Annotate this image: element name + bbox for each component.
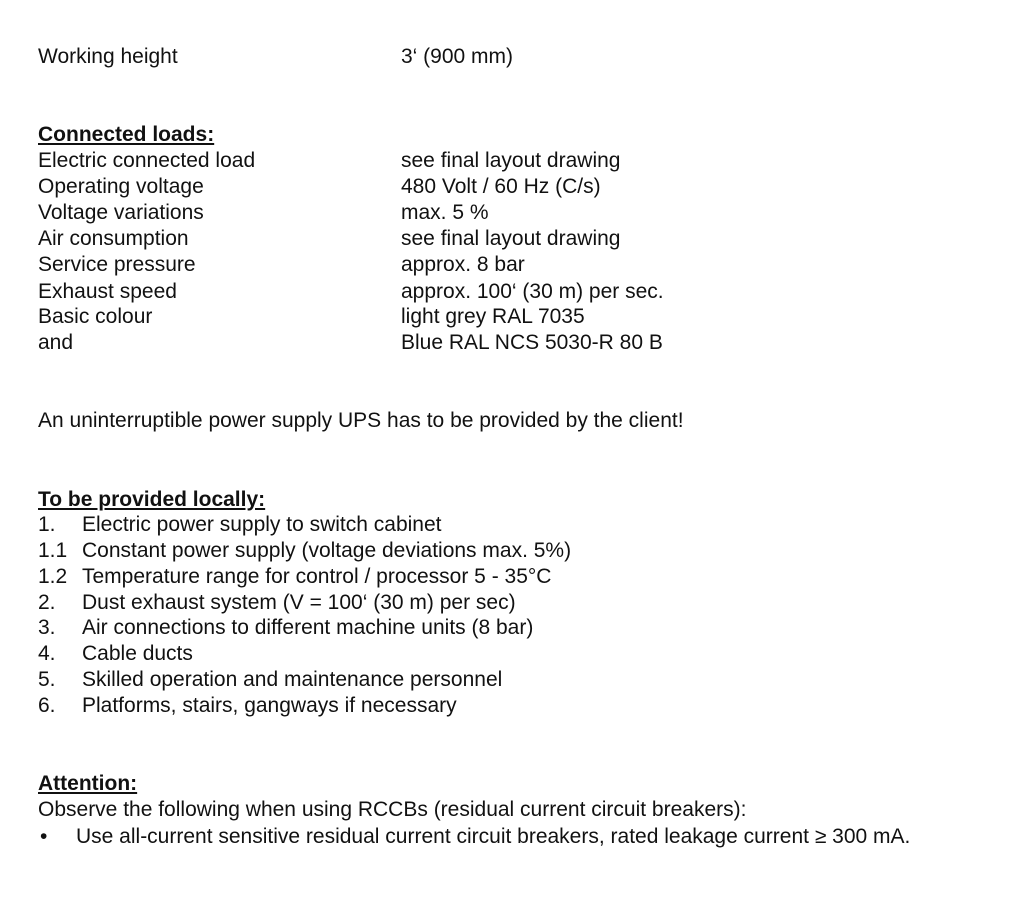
exhaust-speed-value: approx. 100‘ (30 m) per sec.: [401, 280, 664, 303]
list-item-number: 6.: [38, 694, 56, 717]
list-item-number: 3.: [38, 616, 56, 639]
list-item-text: Cable ducts: [82, 642, 193, 665]
list-item-number: 1.: [38, 513, 56, 536]
list-item-text: Air connections to different machine units (8 bar): [82, 616, 534, 639]
air-consumption-label: Air consumption: [38, 227, 189, 250]
provided-locally-heading: To be provided locally:: [38, 488, 266, 511]
connected-loads-heading: Connected loads:: [38, 123, 215, 146]
service-pressure-value: approx. 8 bar: [401, 253, 525, 276]
list-item-number: 2.: [38, 591, 56, 614]
list-item-text: Skilled operation and maintenance personnel: [82, 668, 503, 691]
basic-colour-value: light grey RAL 7035: [401, 305, 585, 328]
rccb-requirement-text: Use all-current sensitive residual current circuit breakers, rated leakage current ≥ 300 mA.: [76, 825, 911, 848]
attention-intro: Observe the following when using RCCBs (residual current circuit breakers):: [38, 798, 747, 821]
list-item-number: 4.: [38, 642, 56, 665]
list-item-number: 1.1: [38, 539, 68, 562]
operating-voltage-label: Operating voltage: [38, 175, 204, 198]
working-height-value: 3‘ (900 mm): [401, 45, 514, 68]
electric-connected-load-value: see final layout drawing: [401, 149, 621, 172]
and-label: and: [38, 331, 74, 354]
ups-notice: An uninterruptible power supply UPS has to be provided by the client!: [38, 409, 684, 432]
list-item-text: Dust exhaust system (V = 100‘ (30 m) per sec): [82, 591, 516, 614]
list-item-text: Constant power supply (voltage deviations max. 5%): [82, 539, 572, 562]
working-height-label: Working height: [38, 45, 178, 68]
secondary-colour-value: Blue RAL NCS 5030-R 80 B: [401, 331, 663, 354]
list-item-number: 1.2: [38, 565, 68, 588]
attention-heading: Attention:: [38, 772, 138, 795]
list-item-text: Temperature range for control / processor 5 - 35°C: [82, 565, 552, 588]
air-consumption-value: see final layout drawing: [401, 227, 621, 250]
list-item-text: Platforms, stairs, gangways if necessary: [82, 694, 457, 717]
voltage-variations-label: Voltage variations: [38, 201, 204, 224]
exhaust-speed-label: Exhaust speed: [38, 280, 177, 303]
operating-voltage-value: 480 Volt / 60 Hz (C/s): [401, 175, 601, 198]
list-item-number: 5.: [38, 668, 56, 691]
list-item-text: Electric power supply to switch cabinet: [82, 513, 442, 536]
bullet-icon: •: [40, 825, 48, 848]
voltage-variations-value: max. 5 %: [401, 201, 489, 224]
electric-connected-load-label: Electric connected load: [38, 149, 256, 172]
basic-colour-label: Basic colour: [38, 305, 153, 328]
service-pressure-label: Service pressure: [38, 253, 196, 276]
